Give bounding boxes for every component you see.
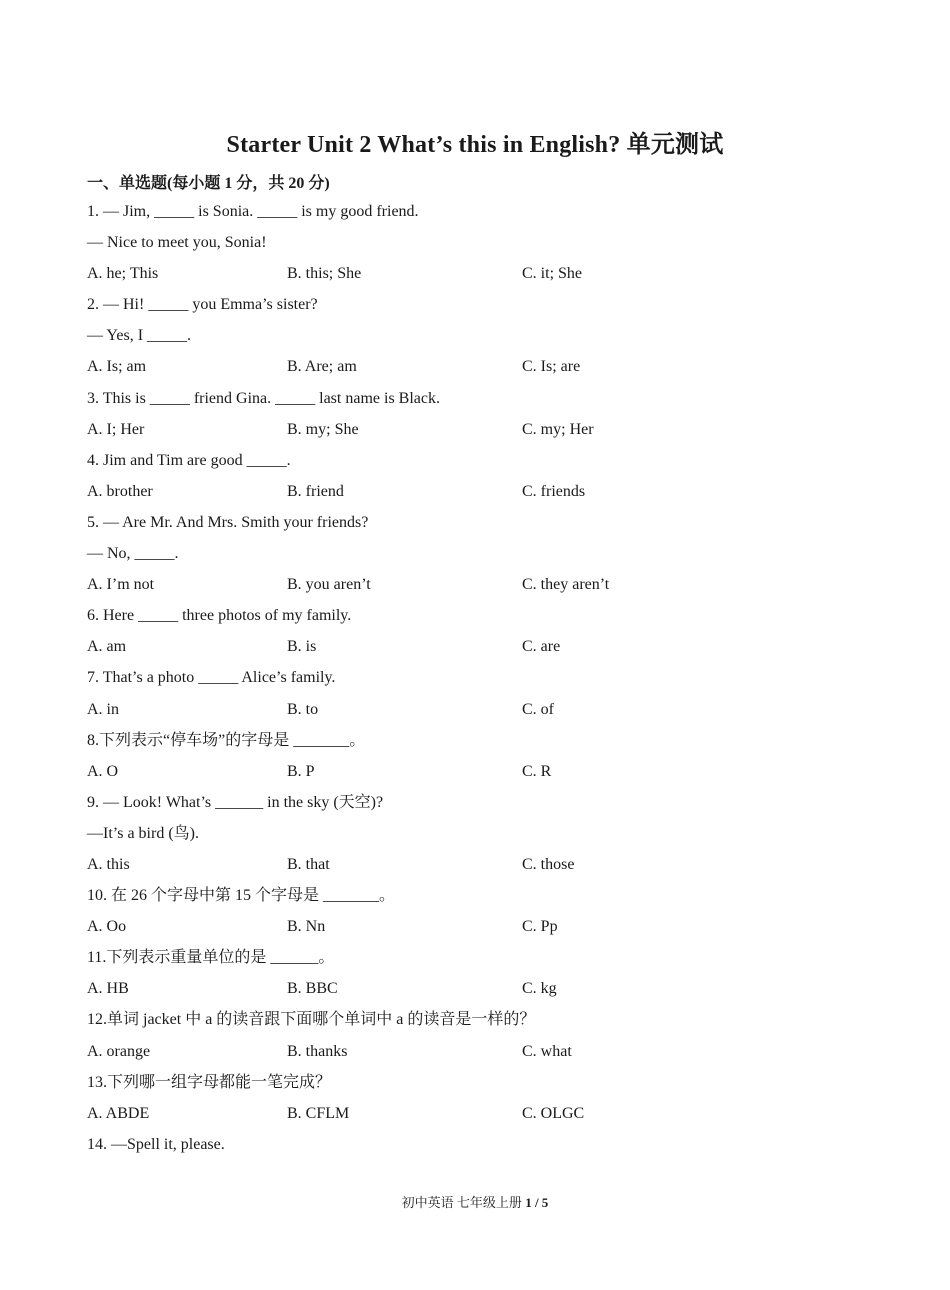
option-b: B. Nn bbox=[287, 918, 326, 936]
option-b: B. P bbox=[287, 762, 315, 780]
question-line: 13.下列哪一组字母都能一笔完成？ bbox=[87, 1073, 332, 1091]
page-title: Starter Unit 2 What’s this in English? 单元测试 bbox=[226, 132, 724, 158]
options-row bbox=[87, 851, 867, 882]
question-line: 8.下列表示“停车场”的字母是 _______。 bbox=[87, 731, 366, 749]
question-line: 10. 在 26 个字母中第 15 个字母是 _______。 bbox=[87, 887, 396, 905]
options-row bbox=[87, 633, 867, 664]
option-a: A. am bbox=[87, 638, 127, 656]
option-a: A. I; Her bbox=[87, 420, 145, 438]
option-b: B. my; She bbox=[287, 420, 359, 438]
question-list bbox=[87, 198, 867, 1162]
option-a: A. HB bbox=[87, 980, 129, 998]
options-row bbox=[87, 353, 867, 384]
question-line: — No, _____. bbox=[87, 545, 179, 563]
option-b: B. you aren’t bbox=[287, 576, 371, 594]
option-a: A. in bbox=[87, 700, 119, 718]
option-b: B. to bbox=[287, 700, 319, 718]
section-heading: 一、单选题(每小题 1 分，共 20 分) bbox=[87, 175, 330, 192]
question-line: 14. —Spell it, please. bbox=[87, 1135, 225, 1153]
question-line: — Yes, I _____. bbox=[87, 327, 192, 345]
option-c: C. of bbox=[522, 700, 554, 718]
option-b: B. CFLM bbox=[287, 1104, 350, 1122]
question-line: 5. — Are Mr. And Mrs. Smith your friends? bbox=[87, 513, 369, 531]
option-b: B. is bbox=[287, 638, 317, 656]
question-line: 7. That’s a photo _____ Alice’s family. bbox=[87, 669, 336, 687]
option-a: A. I’m not bbox=[87, 576, 155, 594]
question-line: 9. — Look! What’s ______ in the sky (天空)? bbox=[87, 793, 384, 811]
question-line: 2. — Hi! _____ you Emma’s sister? bbox=[87, 296, 318, 314]
question-line: 4. Jim and Tim are good _____. bbox=[87, 451, 291, 469]
option-a: A. he; This bbox=[87, 265, 159, 283]
option-c: C. are bbox=[522, 638, 561, 656]
option-c: C. OLGC bbox=[522, 1104, 585, 1122]
options-row bbox=[87, 260, 867, 291]
options-row bbox=[87, 913, 867, 944]
option-a: A. ABDE bbox=[87, 1104, 150, 1122]
footer-text: 初中英语 七年级上册 bbox=[401, 1195, 526, 1210]
options-row bbox=[87, 1100, 867, 1131]
question-line: 12.单词 jacket 中 a 的读音跟下面哪个单词中 a 的读音是一样的？ bbox=[87, 1011, 536, 1029]
option-c: C. kg bbox=[522, 980, 557, 998]
options-row bbox=[87, 975, 867, 1006]
question-line: 6. Here _____ three photos of my family. bbox=[87, 607, 352, 625]
option-b: B. Are; am bbox=[287, 358, 357, 376]
options-row bbox=[87, 571, 867, 602]
option-c: C. friends bbox=[522, 482, 586, 500]
page-number: 1 / 5 bbox=[525, 1195, 549, 1210]
question-line: — Nice to meet you, Sonia! bbox=[87, 234, 267, 252]
option-b: B. BBC bbox=[287, 980, 338, 998]
question-line: 11.下列表示重量单位的是 ______。 bbox=[87, 949, 335, 967]
option-c: C. R bbox=[522, 762, 552, 780]
question-line: 3. This is _____ friend Gina. _____ last name is Black. bbox=[87, 389, 440, 407]
option-a: A. Oo bbox=[87, 918, 127, 936]
option-c: C. it; She bbox=[522, 265, 583, 283]
option-a: A. this bbox=[87, 855, 130, 873]
options-row bbox=[87, 758, 867, 789]
option-a: A. Is; am bbox=[87, 358, 147, 376]
option-c: C. they aren’t bbox=[522, 576, 610, 594]
option-a: A. orange bbox=[87, 1042, 151, 1060]
option-c: C. those bbox=[522, 855, 575, 873]
options-row bbox=[87, 478, 867, 509]
option-c: C. Pp bbox=[522, 918, 558, 936]
option-b: B. thanks bbox=[287, 1042, 348, 1060]
option-a: A. O bbox=[87, 762, 119, 780]
question-line: 1. — Jim, _____ is Sonia. _____ is my good friend. bbox=[87, 203, 419, 220]
options-row bbox=[87, 696, 867, 727]
option-a: A. brother bbox=[87, 482, 153, 500]
option-b: B. friend bbox=[287, 482, 344, 500]
option-c: C. Is; are bbox=[522, 358, 581, 376]
option-c: C. what bbox=[522, 1042, 572, 1060]
option-b: B. this; She bbox=[287, 265, 362, 283]
option-b: B. that bbox=[287, 855, 330, 873]
page-footer bbox=[0, 1192, 950, 1211]
option-c: C. my; Her bbox=[522, 420, 594, 438]
options-row bbox=[87, 416, 867, 447]
options-row bbox=[87, 1038, 867, 1069]
question-line: —It’s a bird (鸟). bbox=[87, 824, 199, 842]
